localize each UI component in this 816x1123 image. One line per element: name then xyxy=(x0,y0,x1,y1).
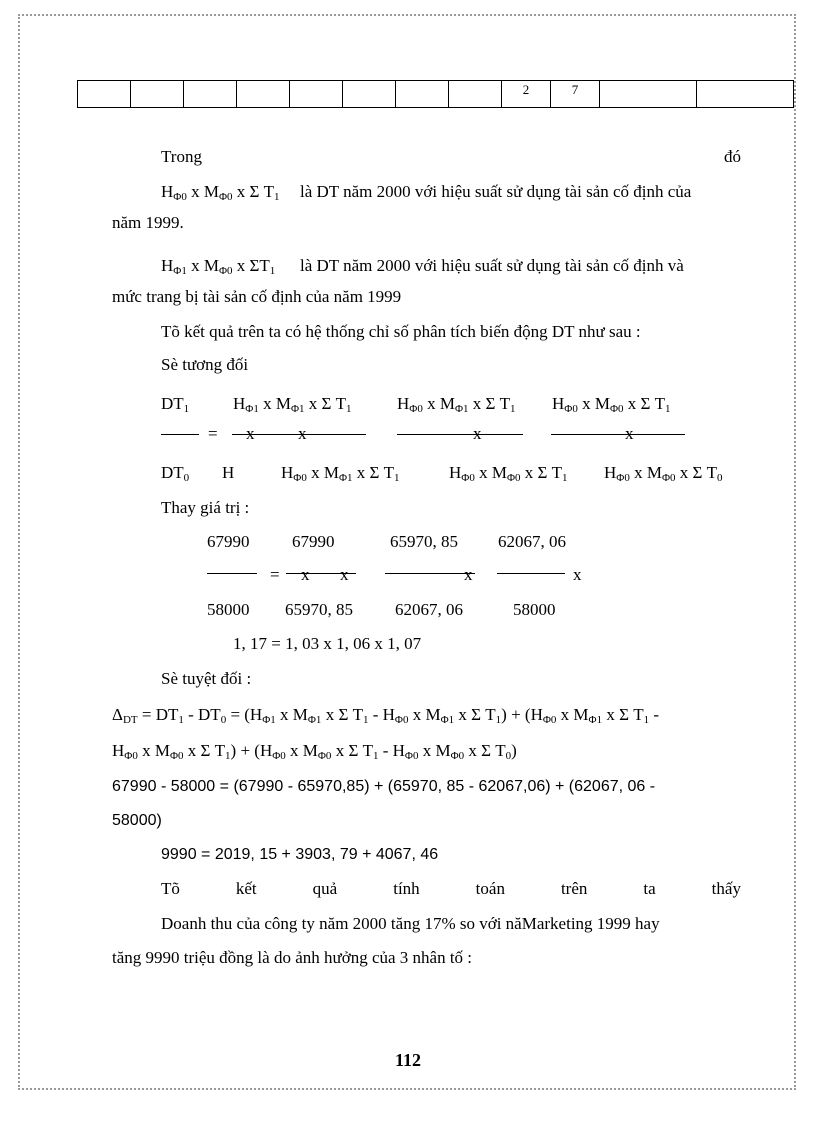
formula-term-1: HΦ0 x MΦ0 x Σ T1 xyxy=(161,182,280,203)
word-trong: Trong xyxy=(161,147,202,166)
word-do: đó xyxy=(724,147,741,166)
times-sign: x xyxy=(625,424,634,443)
calc-line-a: 67990 - 58000 = (67990 - 65970,85) + (65970, 85 - 62067,06) + (62067, 06 - xyxy=(112,778,656,795)
table-cell xyxy=(396,81,449,108)
times-sign: x xyxy=(473,424,482,443)
absolute-heading: Sè tuyệt đối : xyxy=(161,669,252,688)
intro-text: Tõ kết quả trên ta có hệ thống chỉ số phân tích biến động DT như sau : xyxy=(161,322,641,341)
table-cell xyxy=(184,81,237,108)
page-number: 112 xyxy=(394,1050,421,1070)
formula-term-2: HΦ1 x MΦ0 x ΣT1 xyxy=(161,256,276,277)
substitute-heading: Thay giá trị : xyxy=(161,498,250,517)
word: Tõ xyxy=(161,879,180,898)
word: trên xyxy=(560,879,588,898)
table-cell xyxy=(697,81,794,108)
word: quả xyxy=(312,879,338,898)
formula-den-1: HΦ0 x MΦ1 x Σ T1 xyxy=(281,463,400,484)
num-top-2: 67990 xyxy=(292,532,335,551)
fraction-bar xyxy=(497,573,565,574)
paragraph-2a: là DT năm 2000 với hiệu suất sử dụng tài sản cố định và xyxy=(300,256,684,275)
num-bottom-3: 62067, 06 xyxy=(395,600,463,619)
relative-heading: Sè tương đối xyxy=(161,355,249,374)
word: ta xyxy=(643,879,656,898)
conclusion-a: Doanh thu của công ty năm 2000 tăng 17% so với năMarketing 1999 hay xyxy=(161,914,660,933)
word: tính xyxy=(393,879,420,898)
times-sign: x xyxy=(573,565,582,584)
formula-den-3: HΦ0 x MΦ0 x Σ T0 xyxy=(604,463,723,484)
fraction-bar xyxy=(161,434,199,435)
times-sign: x xyxy=(301,565,310,584)
formula-dt0: DT0 xyxy=(161,463,190,484)
trong-do-line xyxy=(161,147,741,167)
table-cell xyxy=(237,81,290,108)
num-bottom-4: 58000 xyxy=(513,600,556,619)
formula-den-2: HΦ0 x MΦ0 x Σ T1 xyxy=(449,463,568,484)
table-cell xyxy=(343,81,396,108)
fraction-bar xyxy=(385,573,475,574)
paragraph-2b: mức trang bị tài sản cố định của năm 1999 xyxy=(112,287,402,306)
fraction-bar xyxy=(551,434,685,435)
times-sign: x xyxy=(464,565,473,584)
absolute-formula-line-1: ΔDT = DT1 - DT0 = (HΦ1 x MΦ1 x Σ T1 - HΦ0 x MΦ1 x Σ T1) + (HΦ0 x MΦ1 x Σ T1 - xyxy=(112,705,660,726)
table-cell: 7 xyxy=(551,81,600,108)
fraction-bar xyxy=(207,573,257,574)
table-cell xyxy=(290,81,343,108)
absolute-formula-line-2: HΦ0 x MΦ0 x Σ T1) + (HΦ0 x MΦ0 x Σ T1 - HΦ0 x MΦ0 x Σ T0) xyxy=(112,741,517,762)
conclusion-b: tăng 9990 triệu đồng là do ảnh hưởng của 3 nhân tố : xyxy=(112,948,473,967)
fraction-bar xyxy=(397,434,523,435)
word: kết xyxy=(235,879,257,898)
formula-dt1: DT1 xyxy=(161,394,190,415)
word: thấy xyxy=(711,879,741,898)
times-sign: x xyxy=(298,424,307,443)
word: toán xyxy=(475,879,505,898)
times-sign: x xyxy=(246,424,255,443)
calc-line-c: 9990 = 2019, 15 + 3903, 79 + 4067, 46 xyxy=(161,846,439,863)
num-bottom-2: 65970, 85 xyxy=(285,600,353,619)
table-cell xyxy=(600,81,697,108)
table-cell xyxy=(131,81,184,108)
num-bottom-1: 58000 xyxy=(207,600,250,619)
formula-num-1: HΦ1 x MΦ1 x Σ T1 xyxy=(233,394,352,415)
table-row xyxy=(78,81,794,108)
formula-num-3: HΦ0 x MΦ0 x Σ T1 xyxy=(552,394,671,415)
table-cell xyxy=(78,81,131,108)
top-table xyxy=(77,80,794,108)
paragraph-1b: năm 1999. xyxy=(112,213,184,232)
result-line xyxy=(161,879,741,899)
table-cell: 2 xyxy=(502,81,551,108)
index-equation: 1, 17 = 1, 03 x 1, 06 x 1, 07 xyxy=(233,634,422,653)
table-cell xyxy=(449,81,502,108)
formula-h: H xyxy=(222,463,235,482)
num-top-4: 62067, 06 xyxy=(498,532,566,551)
calc-line-b: 58000) xyxy=(112,812,162,829)
times-sign: x xyxy=(340,565,349,584)
equals-sign: = xyxy=(208,424,218,443)
num-top-3: 65970, 85 xyxy=(390,532,458,551)
num-top-1: 67990 xyxy=(207,532,250,551)
formula-num-2: HΦ0 x MΦ1 x Σ T1 xyxy=(397,394,516,415)
paragraph-1a: là DT năm 2000 với hiệu suất sử dụng tài sản cố định của xyxy=(300,182,692,201)
equals-sign: = xyxy=(270,565,280,584)
